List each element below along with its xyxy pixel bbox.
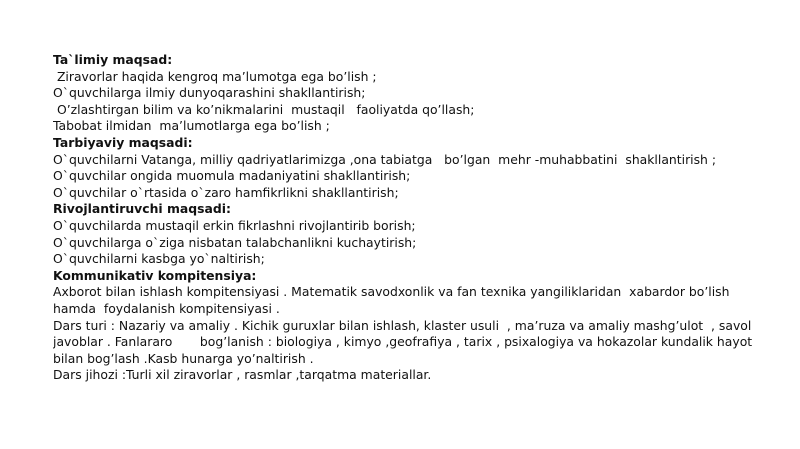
kommunikativ-heading: Kommunikativ kompitensiya:	[53, 267, 257, 283]
dars-turi-paragraph: Dars turi : Nazariy va amaliy . Kichik guruxlar bilan ishlash, klaster usuli , ma’ruza va amaliy mashg’ulot , savol javoblar . Fanlararo bog’lanish : biologiya , kimyo ,geofrafiya , tarix , psixalogiya va hokazolar kundalik hayot bilan bog’lash .Kasb hunarga yo’naltirish .	[53, 317, 757, 366]
rivojlantiruvchi-item-3: O`quvchilarni kasbga yo`naltirish;	[53, 251, 265, 267]
talimiy-item-4: Tabobat ilmidan ma’lumotlarga ega bo’lish ;	[53, 118, 330, 134]
tarbiyaviy-item-3: O`quvchilar o`rtasida o`zaro hamfikrlikni shakllantirish;	[53, 184, 399, 200]
talimiy-item-3: O’zlashtirgan bilim va ko’nikmalarini mustaqil faoliyatda qo’llash;	[53, 101, 475, 117]
rivojlantiruvchi-item-1: O`quvchilarda mustaqil erkin fikrlashni rivojlantirib borish;	[53, 217, 416, 233]
talimiy-item-1: Ziravorlar haqida kengroq ma’lumotga ega bo’lish ;	[53, 68, 377, 84]
tarbiyaviy-heading: Tarbiyaviy maqsadi:	[53, 134, 193, 150]
tarbiyaviy-item-2: O`quvchilar ongida muomula madaniyatini shakllantirish;	[53, 168, 411, 184]
kommunikativ-paragraph: Axborot bilan ishlash kompitensiyasi . Matematik savodxonlik va fan texnika yangiliklaridan xabardor bo’lish hamda foydalanish kompitensiyasi .	[53, 284, 734, 316]
rivojlantiruvchi-item-2: O`quvchilarga o`ziga nisbatan talabchanlikni kuchaytirish;	[53, 234, 417, 250]
talimiy-item-2: O`quvchilarga ilmiy dunyoqarashini shakllantirish;	[53, 85, 366, 101]
tarbiyaviy-item-1: O`quvchilarni Vatanga, milliy qadriyatlarimizga ,ona tabiatga bo’lgan mehr -muhabbatini shakllantirish ;	[53, 151, 717, 167]
rivojlantiruvchi-heading: Rivojlantiruvchi maqsadi:	[53, 201, 231, 217]
talimiy-heading: Ta`limiy maqsad:	[53, 52, 173, 67]
dars-jihozi-paragraph: Dars jihozi :Turli xil ziravorlar , rasmlar ,tarqatma materiallar.	[53, 367, 432, 383]
